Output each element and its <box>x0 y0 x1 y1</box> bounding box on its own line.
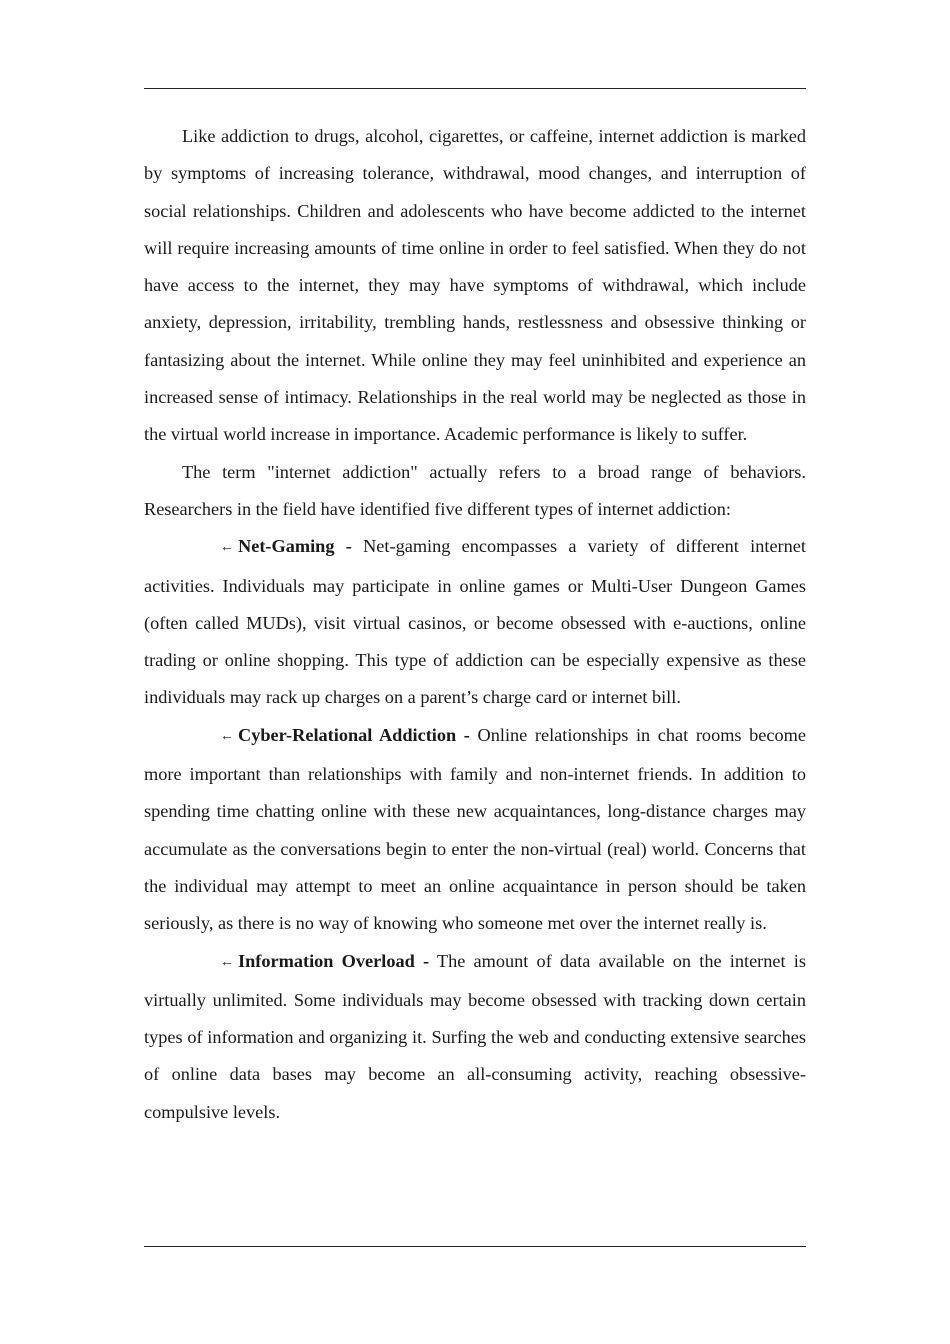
item-text: The amount of data available on the internet is virtually unlimited. Some individuals may become obsessed with tracking down certain types of information and organizing it. Surfing the web and conducting extensive searches of online data bases may become an all-consuming activity, reaching obsessive-compulsive levels. <box>144 950 806 1122</box>
item-term: Net-Gaming - <box>238 536 352 557</box>
paragraph-intro: Like addiction to drugs, alcohol, cigarettes, or caffeine, internet addiction is marked by symptoms of increasing tolerance, withdrawal, mood changes, and interruption of social relationships. Children and adolescents who have become addicted to the internet will require increasing amounts of time online in order to feel satisfied. When they do not have access to the internet, they may have symptoms of withdrawal, which include anxiety, depression, irritability, trembling hands, restlessness and obsessive thinking or fantasizing about the internet. While online they may feel uninhibited and experience an increased sense of intimacy. Relationships in the real world may be neglected as those in the virtual world increase in importance. Academic performance is likely to suffer. <box>144 126 806 445</box>
header-rule <box>144 88 806 89</box>
arrow-left-icon: ← <box>220 954 234 970</box>
document-body <box>144 118 806 1131</box>
item-text: Online relationships in chat rooms become more important than relationships with family and non-internet friends. In addition to spending time chatting online with these new acquaintances, long-distance charges may accumulate as the conversations begin to enter the non-virtual (real) world. Concerns that the individual may attempt to meet an online acquaintance in person should be taken seriously, as there is no way of knowing who someone met over the internet really is. <box>144 724 807 934</box>
footer-rule <box>144 1246 806 1247</box>
arrow-left-icon: ← <box>220 728 234 744</box>
list-item-cyber-relational <box>144 717 806 943</box>
arrow-left-icon: ← <box>220 540 234 556</box>
item-term: Information Overload - <box>238 950 430 971</box>
list-item-information-overload <box>144 943 806 1131</box>
list-item-net-gaming <box>144 528 806 716</box>
item-term: Cyber-Relational Addiction - <box>238 724 470 745</box>
item-text: Net-gaming encompasses a variety of different internet activities. Individuals may participate in online games or Multi-User Dungeon Games (often called MUDs), visit virtual casinos, or become obsessed with e-auctions, online trading or online shopping. This type of addiction can be especially expensive as these individuals may rack up charges on a parent’s charge card or internet bill. <box>144 536 806 708</box>
paragraph-types: The term "internet addiction" actually refers to a broad range of behaviors. Researchers in the field have identified five different types of internet addiction: <box>144 461 806 519</box>
